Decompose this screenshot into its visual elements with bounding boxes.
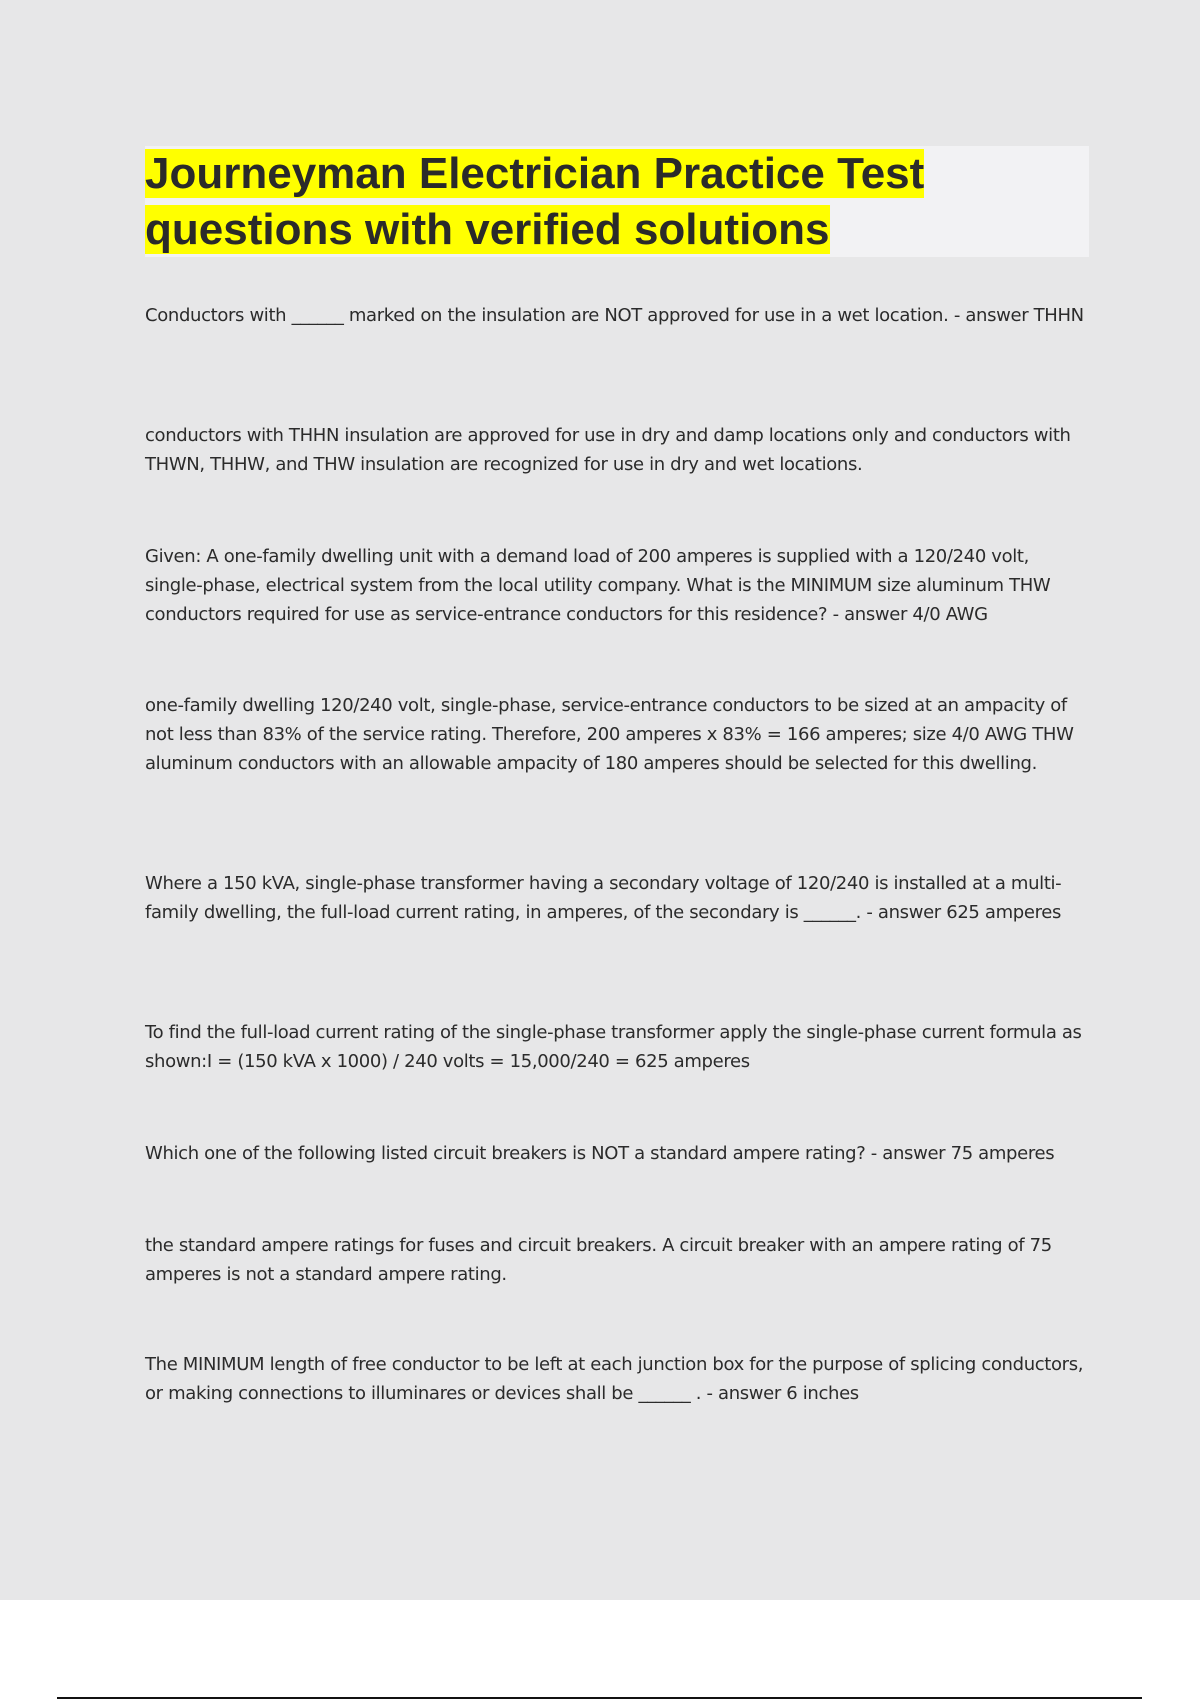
question-3: Where a 150 kVA, single-phase transformer having a secondary voltage of 120/240 is installed at a multi-family dwelling, the full-load current rating, in amperes, of the secondary is ______. - answer 625 amperes xyxy=(145,873,1062,923)
explanation-4: the standard ampere ratings for fuses and circuit breakers. A circuit breaker with an ampere rating of 75 amperes is not a standard ampere rating. xyxy=(145,1235,1052,1285)
title-box xyxy=(145,146,1089,257)
explanation-1: conductors with THHN insulation are approved for use in dry and damp locations only and conductors with THWN, THHW, and THW insulation are recognized for use in dry and wet locations. xyxy=(145,425,1071,475)
footer-divider xyxy=(57,1697,1142,1699)
explanation-3: To find the full-load current rating of the single-phase transformer apply the single-phase current formula as shown:I = (150 kVA x 1000) / 240 volts = 15,000/240 = 625 amperes xyxy=(145,1022,1082,1072)
explanation-2: one-family dwelling 120/240 volt, single-phase, service-entrance conductors to be sized at an ampacity of not less than 83% of the service rating. Therefore, 200 amperes x 83% = 166 amperes; size 4/0 AWG THW aluminum conductors with an allowable ampacity of 180 amperes should be selected for this dwelling. xyxy=(145,695,1074,774)
title-line-2: questions with verified solutions xyxy=(145,205,830,254)
question-1: Conductors with ______ marked on the insulation are NOT approved for use in a wet location. - answer THHN xyxy=(145,305,1084,326)
question-2: Given: A one-family dwelling unit with a demand load of 200 amperes is supplied with a 120/240 volt, single-phase, electrical system from the local utility company. What is the MINIMUM size aluminum THW conductors required for use as service-entrance conductors for this residence? - answer 4/0 AWG xyxy=(145,546,1051,625)
title-line-1: Journeyman Electrician Practice Test xyxy=(145,149,925,198)
question-5: The MINIMUM length of free conductor to be left at each junction box for the purpose of splicing conductors, or making connections to illuminares or devices shall be ______ . - answer 6 inches xyxy=(145,1354,1084,1404)
question-4: Which one of the following listed circuit breakers is NOT a standard ampere rating? - answer 75 amperes xyxy=(145,1143,1055,1164)
page-title xyxy=(145,146,1089,258)
